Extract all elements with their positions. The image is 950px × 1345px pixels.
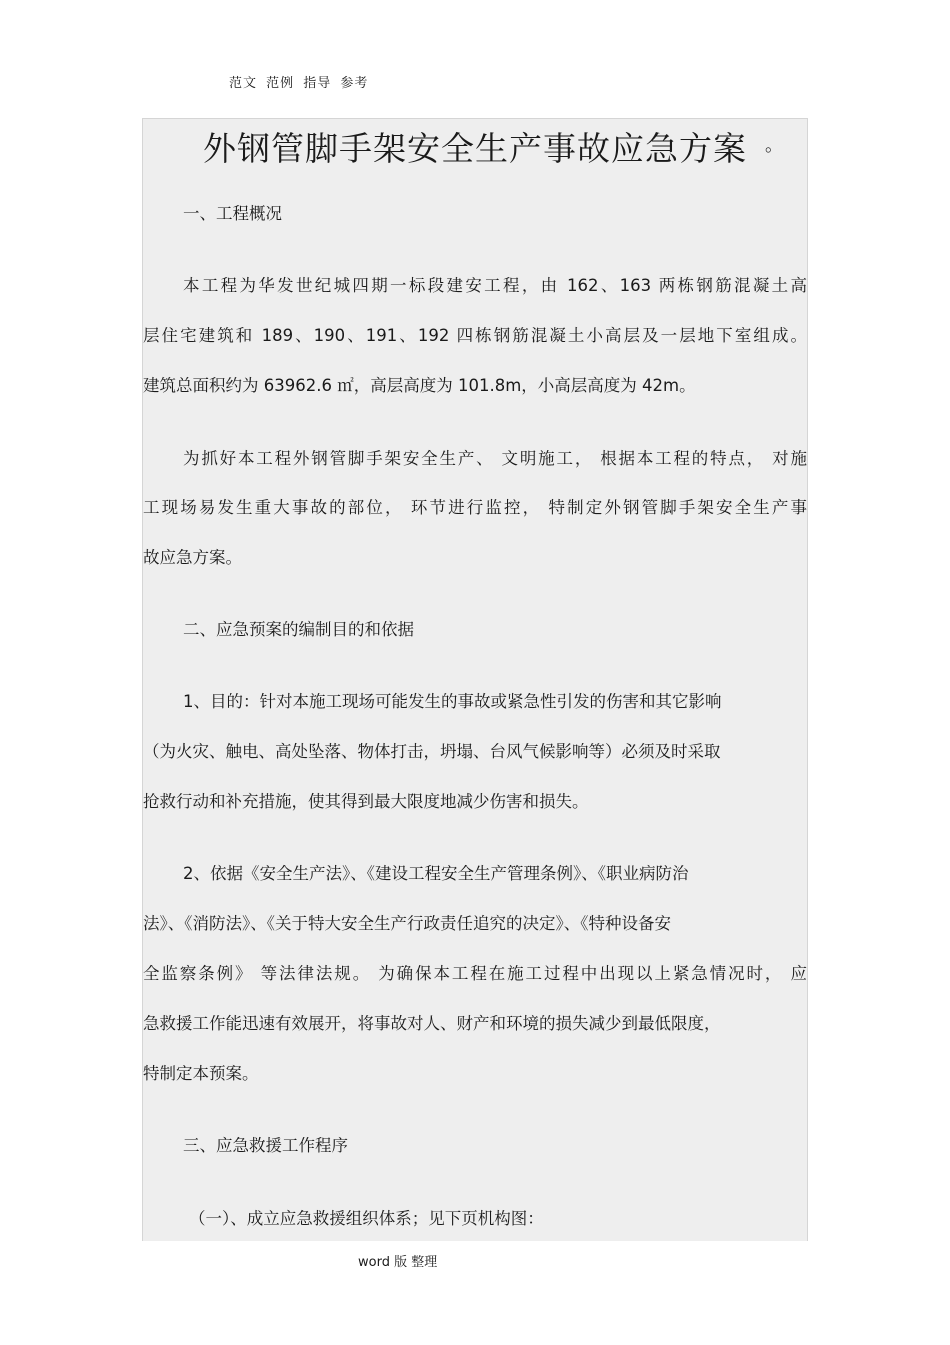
paragraph-line: 1、目的：针对本施工现场可能发生的事故或紧急性引发的伤害和其它影响	[183, 692, 722, 711]
document-title: 外钢管脚手架安全生产事故应急方案	[203, 129, 747, 168]
title-mark: 。	[765, 135, 783, 156]
paragraph-line: 特制定本预案。	[143, 1064, 259, 1083]
paragraph-line: 急救援工作能迅速有效展开，将事故对人、财产和环境的损失减少到最低限度，	[143, 1014, 721, 1033]
paragraph-line: （一）、成立应急救援组织体系；见下页机构图：	[189, 1209, 544, 1228]
paragraph-line: 工现场易发生重大事故的部位， 环节进行监控， 特制定外钢管脚手架安全生产事	[143, 498, 807, 517]
page-footer: word 版 整理	[358, 1255, 438, 1270]
paragraph-line: 层住宅建筑和 189、190、191、192 四栋钢筋混凝土小高层及一层地下室组成。	[143, 326, 807, 345]
paragraph-line: 抢救行动和补充措施，使其得到最大限度地减少伤害和损失。	[143, 792, 589, 811]
paragraph-line: 本工程为华发世纪城四期一标段建安工程，由 162、163 两栋钢筋混凝土高	[183, 276, 807, 295]
section-heading-2: 二、应急预案的编制目的和依据	[183, 620, 414, 639]
paragraph-line: 法》、《消防法》、《关于特大安全生产行政责任追究的决定》、《特种设备安	[143, 914, 671, 933]
document-body	[142, 118, 808, 1241]
page-header: 范文 范例 指导 参考	[229, 76, 369, 91]
section-heading-3: 三、应急救援工作程序	[183, 1136, 348, 1155]
paragraph-line: （为火灾、触电、高处坠落、物体打击，坍塌、台风气候影响等）必须及时采取	[143, 742, 721, 761]
paragraph-line: 2、依据《安全生产法》、《建设工程安全生产管理条例》、《职业病防治	[183, 864, 689, 883]
section-heading-1: 一、工程概况	[183, 204, 282, 223]
paragraph-line: 故应急方案。	[143, 548, 242, 567]
paragraph-line: 为抓好本工程外钢管脚手架安全生产、 文明施工， 根据本工程的特点， 对施	[183, 449, 807, 468]
paragraph-line: 建筑总面积约为 63962.6 ㎡，高层高度为 101.8m，小高层高度为 42m。	[143, 376, 696, 395]
paragraph-line: 全监察条例》 等法律法规。 为确保本工程在施工过程中出现以上紧急情况时， 应	[143, 964, 807, 983]
